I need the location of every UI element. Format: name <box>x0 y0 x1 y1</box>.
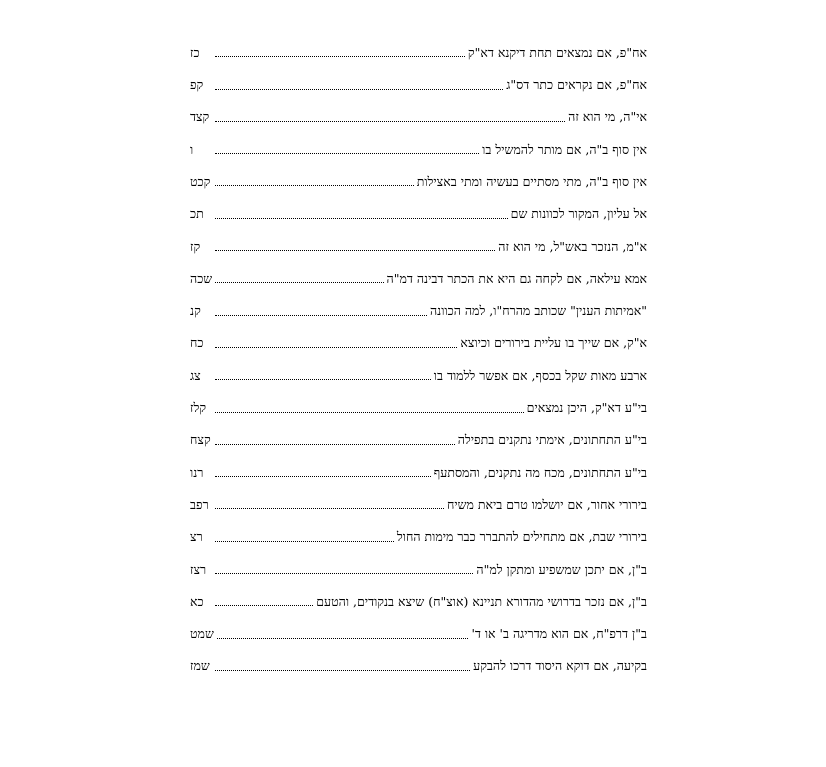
entry-page-number: שכה <box>190 270 213 286</box>
entry-page-number: קצד <box>190 109 210 125</box>
entry-title: ב"ן, אם יתכן שמשפיע ומתקן למ"ה <box>476 561 647 577</box>
entry-page-number: רצז <box>190 561 207 577</box>
dot-leader <box>215 282 383 283</box>
index-entry <box>190 382 647 414</box>
entry-page-number: קכט <box>190 173 211 189</box>
dot-leader <box>215 121 565 122</box>
entry-page-number: קפ <box>190 77 204 93</box>
entry-title: ארבע מאות שקל בכסף, אם אפשר ללמוד בו <box>433 367 647 383</box>
entry-title: בירורי אחור, אם יושלמו טרם ביאת משיח <box>446 496 647 512</box>
index-entry <box>190 27 647 59</box>
dot-leader <box>215 476 431 477</box>
index-list <box>190 27 647 673</box>
dot-leader <box>215 218 508 219</box>
index-entry <box>190 479 647 511</box>
entry-title: בי"ע התחתונים, אימתי נתקנים בתפילה <box>457 432 647 448</box>
dot-leader <box>215 508 444 509</box>
dot-leader <box>215 89 503 90</box>
entry-title: אל עליון, המקור לכוונות שם <box>510 206 647 222</box>
entry-page-number: רפב <box>190 496 209 512</box>
entry-title: אמא עילאה, אם לקחה גם היא את הכתר דבינה דמ"ה <box>386 270 647 286</box>
dot-leader <box>215 185 414 186</box>
index-entry <box>190 608 647 640</box>
index-entry <box>190 415 647 447</box>
entry-page-number: רנו <box>190 464 204 480</box>
entry-title: אח"פ, אם נקראים כתר דס"ג <box>506 77 647 93</box>
entry-page-number: ו <box>190 141 194 157</box>
dot-leader <box>215 153 479 154</box>
dot-leader <box>215 379 431 380</box>
dot-leader <box>217 638 469 639</box>
index-entry <box>190 124 647 156</box>
entry-page-number: רצ <box>190 529 203 545</box>
entry-title: "אמיתות הענין" שכותב מהרח"ו, למה הכוונה <box>429 303 647 319</box>
dot-leader <box>215 444 455 445</box>
entry-title: בי"ע התחתונים, מכח מה נתקנים, והמסתעף <box>433 464 647 480</box>
index-entry <box>190 641 647 673</box>
dot-leader <box>215 541 394 542</box>
entry-page-number: צג <box>190 367 201 383</box>
index-entry <box>190 511 647 543</box>
entry-page-number: תכ <box>190 206 204 222</box>
index-entry <box>190 285 647 317</box>
entry-page-number: כח <box>190 335 204 351</box>
entry-title: אין סוף ב"ה, אם מותר להמשיל בו <box>482 141 647 157</box>
dot-leader <box>215 573 473 574</box>
entry-title: א"ק, אם שייך בו עליית בירורים וכיוצא <box>460 335 647 351</box>
entry-page-number: קז <box>190 238 201 254</box>
entry-title: בקיעה, אם דוקא היסוד דרכו להבקע <box>473 658 647 674</box>
index-entry <box>190 253 647 285</box>
entry-title: אח"פ, אם נמצאים תחת דיקנא דא"ק <box>467 44 647 60</box>
index-entry <box>190 188 647 220</box>
dot-leader <box>215 250 495 251</box>
index-entry <box>190 576 647 608</box>
dot-leader <box>215 605 313 606</box>
entry-title: ב"ן, אם נזכר בדרושי מהדורא תניינא (אוצ"ח) שיצא בנקודים, והטעם <box>316 593 647 609</box>
entry-page-number: שמט <box>190 626 214 642</box>
entry-page-number: קלז <box>190 400 207 416</box>
entry-page-number: כז <box>190 44 200 60</box>
dot-leader <box>215 315 427 316</box>
entry-title: בי"ע דא"ק, היכן נמצאים <box>526 400 647 416</box>
dot-leader <box>215 56 465 57</box>
entry-page-number: קנ <box>190 303 201 319</box>
entry-page-number: כא <box>190 593 204 609</box>
index-entry <box>190 350 647 382</box>
entry-title: א"מ, הנזכר באש"ל, מי הוא זה <box>498 238 647 254</box>
index-entry <box>190 544 647 576</box>
index-entry <box>190 447 647 479</box>
index-entry <box>190 221 647 253</box>
dot-leader <box>215 670 470 671</box>
dot-leader <box>215 347 457 348</box>
index-entry <box>190 92 647 124</box>
entry-title: אי"ה, מי הוא זה <box>568 109 647 125</box>
entry-title: ב"ן דרפ"ח, אם הוא מדריגה ב' או ד' <box>471 626 647 642</box>
dot-leader <box>215 412 524 413</box>
entry-page-number: שמז <box>190 658 210 674</box>
index-entry <box>190 318 647 350</box>
entry-title: בירורי שבת, אם מתחילים להתברר כבר מימות החול <box>396 529 647 545</box>
entry-title: אין סוף ב"ה, מתי מסתיים בעשיה ומתי באצילות <box>416 173 647 189</box>
index-entry <box>190 59 647 91</box>
entry-page-number: קצח <box>190 432 211 448</box>
index-entry <box>190 156 647 188</box>
